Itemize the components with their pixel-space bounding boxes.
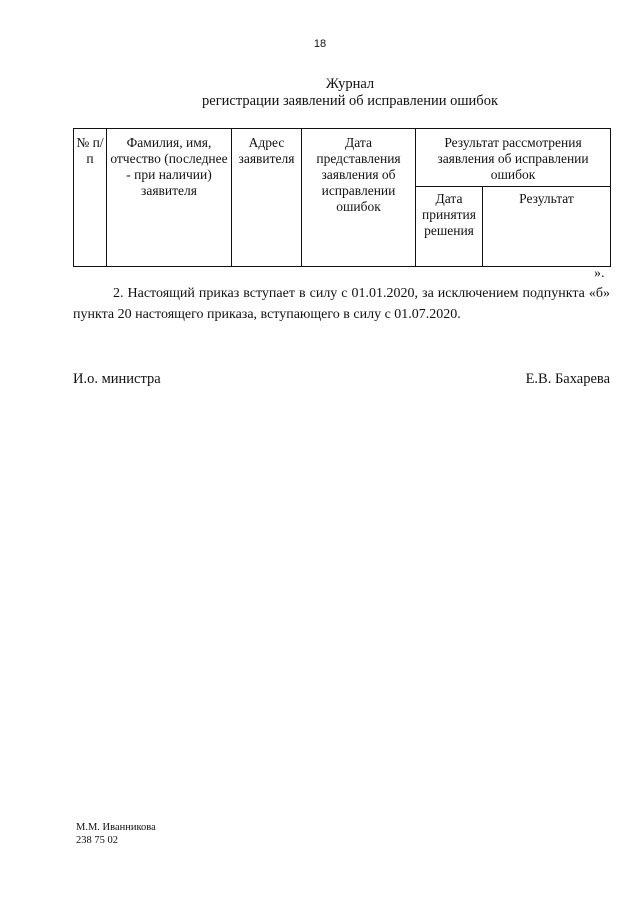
signer-position: И.о. министра: [73, 371, 161, 387]
signer-name: Е.В. Бахарева: [525, 371, 610, 387]
journal-subtitle: регистрации заявлений об исправлении ошибок: [202, 93, 498, 109]
page-number: 18: [313, 38, 327, 50]
order-paragraph-text: 2. Настоящий приказ вступает в силу с 01.01.2020, за исключением подпункта «б» пункта 20 настоящего приказа, вступающего в силу с 01.07.2020.: [73, 286, 610, 322]
header-address: Адрес заявителя: [232, 129, 302, 267]
journal-table: [73, 128, 611, 267]
header-date: Дата представления заявления об исправлении ошибок: [302, 129, 416, 267]
order-paragraph: [73, 283, 610, 325]
executor-name: М.М. Иванникова: [76, 822, 156, 833]
header-result-group: Результат рассмотрения заявления об исправлении ошибок: [416, 129, 611, 187]
header-num: № п/п: [74, 129, 107, 267]
journal-heading: [80, 76, 620, 110]
journal-title: Журнал: [325, 76, 375, 92]
footer-executor: [76, 821, 156, 847]
header-decision-date: Дата принятия решения: [416, 187, 483, 267]
signature-block: [73, 371, 610, 388]
closing-quote: ».: [594, 266, 605, 281]
header-name: Фамилия, имя, отчество (последнее - при наличии) заявителя: [107, 129, 232, 267]
header-result: Результат: [483, 187, 611, 267]
executor-phone: 238 75 02: [76, 835, 118, 846]
